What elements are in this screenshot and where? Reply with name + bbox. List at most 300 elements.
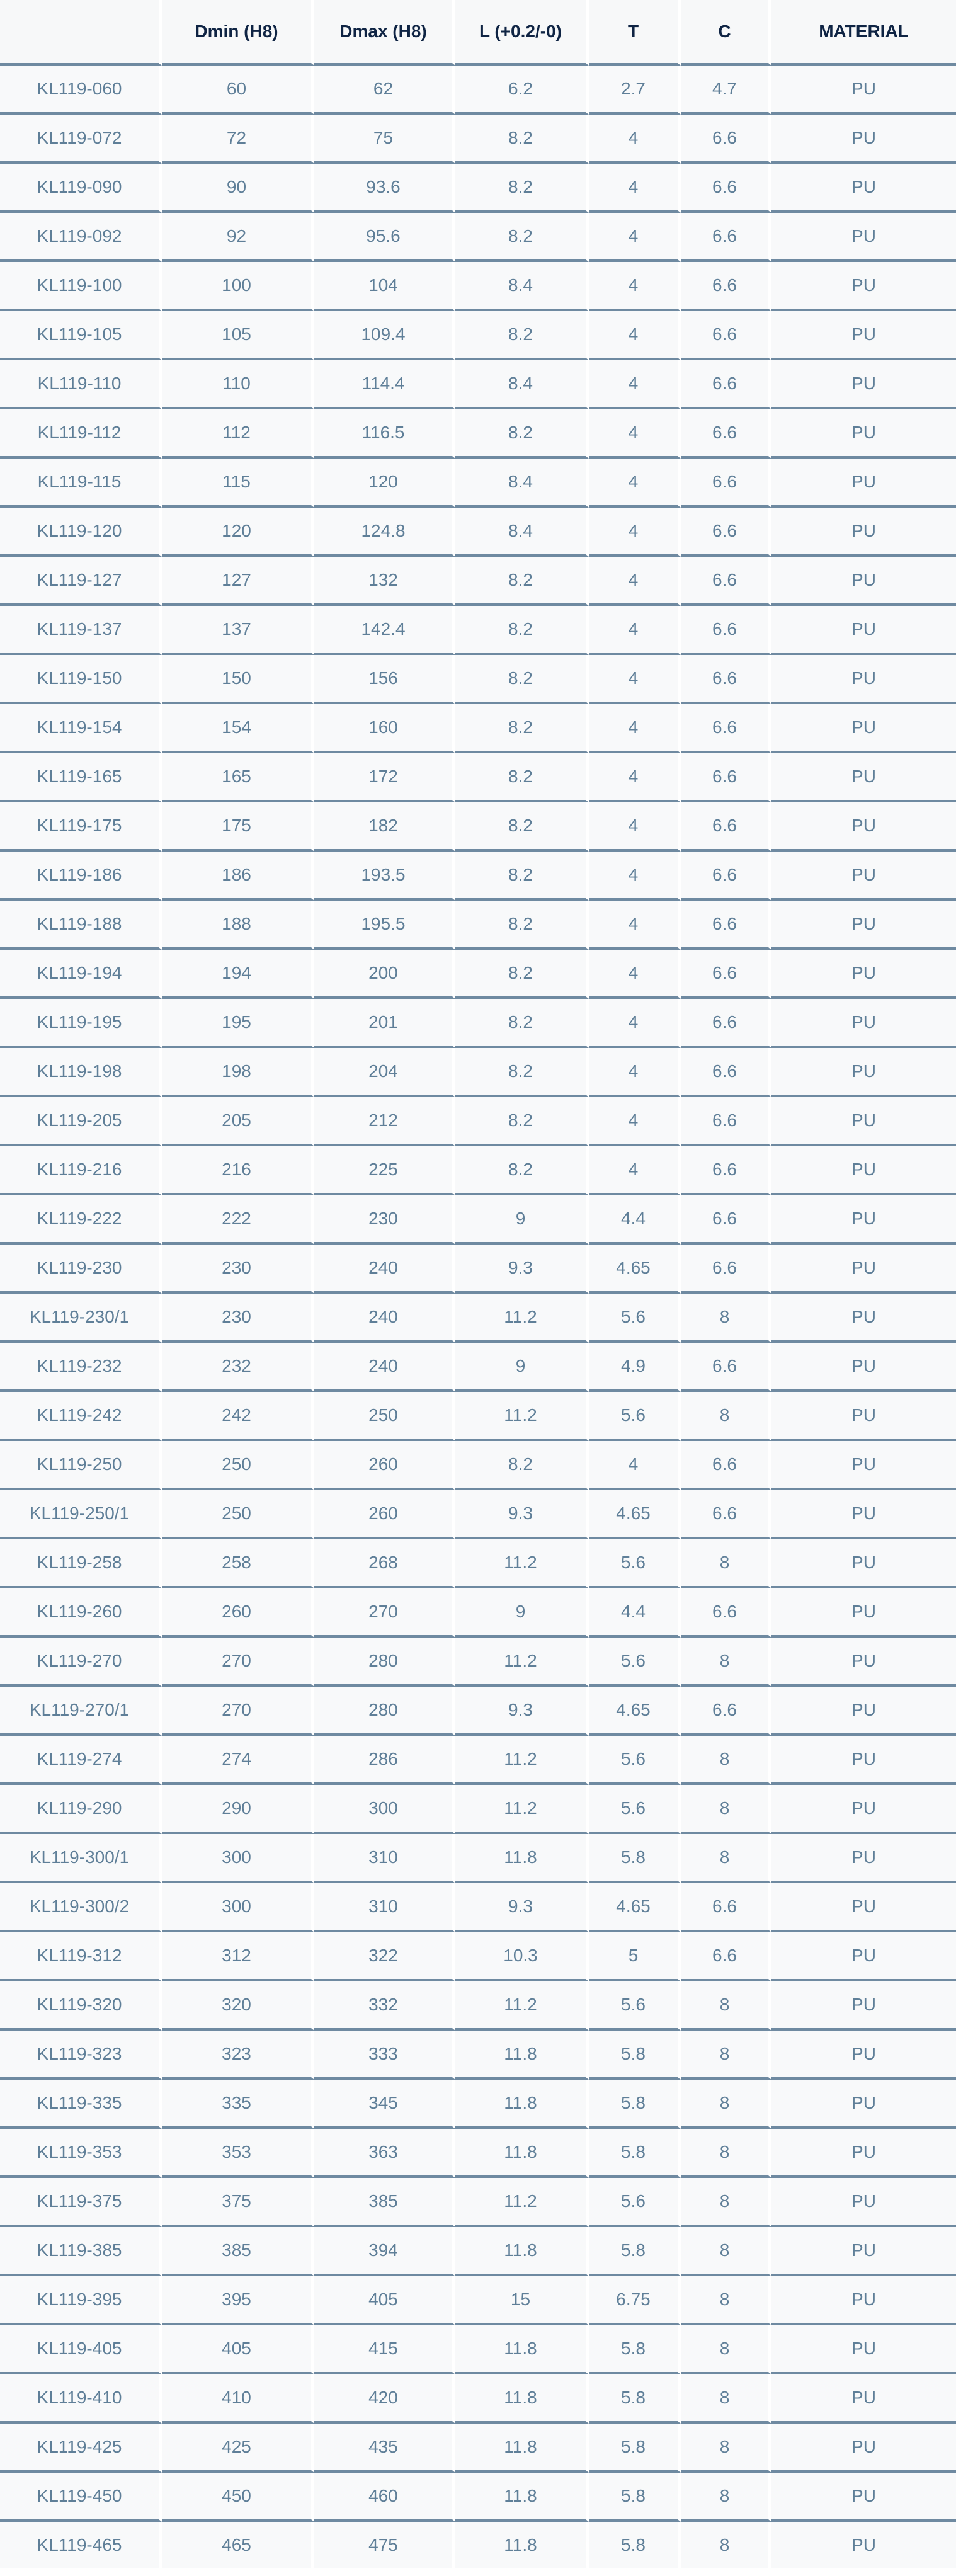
dmin-cell: 465: [162, 2522, 314, 2568]
part-number-cell: KL119-198: [0, 1048, 162, 1097]
c-cell: 8: [681, 2080, 771, 2129]
length-cell: 8.2: [455, 311, 589, 360]
t-cell: 4.65: [589, 1883, 681, 1932]
table-header: [0, 0, 956, 66]
dmin-cell: 260: [162, 1588, 314, 1638]
length-cell: 8.2: [455, 852, 589, 901]
dmin-cell: 100: [162, 262, 314, 311]
length-cell: 11.8: [455, 2227, 589, 2276]
part-number-cell: KL119-242: [0, 1392, 162, 1441]
dmin-cell: 230: [162, 1294, 314, 1343]
length-cell: 8.4: [455, 459, 589, 508]
dmin-cell: 105: [162, 311, 314, 360]
t-cell: 5.8: [589, 2227, 681, 2276]
length-cell: 9.3: [455, 1883, 589, 1932]
part-number-cell: KL119-450: [0, 2473, 162, 2522]
length-cell: 11.2: [455, 1981, 589, 2031]
material-cell: PU: [771, 2473, 956, 2522]
t-cell: 4: [589, 459, 681, 508]
dmin-cell: 274: [162, 1736, 314, 1785]
material-cell: PU: [771, 409, 956, 459]
material-cell: PU: [771, 66, 956, 115]
c-cell: 6.6: [681, 606, 771, 655]
dmax-cell: 415: [314, 2325, 455, 2374]
table-row: [0, 1687, 956, 1736]
material-cell: PU: [771, 2276, 956, 2325]
t-cell: 5.6: [589, 1294, 681, 1343]
length-cell: 8.2: [455, 213, 589, 262]
material-cell: PU: [771, 262, 956, 311]
t-cell: 5.6: [589, 2178, 681, 2227]
t-cell: 4: [589, 1441, 681, 1490]
t-cell: 5.8: [589, 2080, 681, 2129]
dmin-cell: 242: [162, 1392, 314, 1441]
c-cell: 6.6: [681, 557, 771, 606]
dmax-cell: 124.8: [314, 508, 455, 557]
dmin-cell: 335: [162, 2080, 314, 2129]
c-cell: 6.6: [681, 655, 771, 704]
t-cell: 2.7: [589, 66, 681, 115]
length-cell: 9.3: [455, 1245, 589, 1294]
table-row: [0, 1490, 956, 1539]
table-row: [0, 459, 956, 508]
table-row: [0, 2129, 956, 2178]
table-row: [0, 2424, 956, 2473]
dmax-cell: 93.6: [314, 164, 455, 213]
c-cell: 8: [681, 2178, 771, 2227]
dmax-cell: 286: [314, 1736, 455, 1785]
material-cell: PU: [771, 508, 956, 557]
part-number-cell: KL119-335: [0, 2080, 162, 2129]
c-cell: 8: [681, 1638, 771, 1687]
dmin-cell: 216: [162, 1146, 314, 1195]
length-cell: 11.8: [455, 2325, 589, 2374]
table-row: [0, 311, 956, 360]
material-cell: PU: [771, 115, 956, 164]
t-cell: 4: [589, 557, 681, 606]
part-number-cell: KL119-232: [0, 1343, 162, 1392]
table-row: [0, 2080, 956, 2129]
material-cell: PU: [771, 1981, 956, 2031]
c-cell: 8: [681, 2227, 771, 2276]
t-cell: 4: [589, 802, 681, 852]
material-cell: PU: [771, 2424, 956, 2473]
dmin-cell: 120: [162, 508, 314, 557]
length-cell: 8.2: [455, 1146, 589, 1195]
length-cell: 11.2: [455, 1736, 589, 1785]
table-row: [0, 360, 956, 409]
t-cell: 6.75: [589, 2276, 681, 2325]
c-cell: 6.6: [681, 1490, 771, 1539]
length-cell: 15: [455, 2276, 589, 2325]
dmin-cell: 270: [162, 1687, 314, 1736]
t-cell: 4: [589, 360, 681, 409]
material-cell: PU: [771, 753, 956, 802]
table-row: [0, 950, 956, 999]
dmin-cell: 198: [162, 1048, 314, 1097]
dmax-cell: 193.5: [314, 852, 455, 901]
dmax-cell: 394: [314, 2227, 455, 2276]
material-cell: PU: [771, 2178, 956, 2227]
t-cell: 4: [589, 1097, 681, 1146]
c-cell: 8: [681, 1539, 771, 1588]
table-row: [0, 2325, 956, 2374]
part-number-cell: KL119-175: [0, 802, 162, 852]
part-number-cell: KL119-385: [0, 2227, 162, 2276]
part-number-cell: KL119-222: [0, 1195, 162, 1245]
header-cell-length: L (+0.2/-0): [455, 0, 589, 66]
c-cell: 6.6: [681, 753, 771, 802]
c-cell: 8: [681, 2031, 771, 2080]
t-cell: 5.8: [589, 2129, 681, 2178]
part-number-cell: KL119-090: [0, 164, 162, 213]
t-cell: 5.8: [589, 2522, 681, 2568]
material-cell: PU: [771, 655, 956, 704]
header-cell-dmax: Dmax (H8): [314, 0, 455, 66]
t-cell: 4: [589, 704, 681, 753]
part-number-cell: KL119-320: [0, 1981, 162, 2031]
part-number-cell: KL119-137: [0, 606, 162, 655]
c-cell: 8: [681, 1834, 771, 1883]
c-cell: 8: [681, 2424, 771, 2473]
c-cell: 6.6: [681, 213, 771, 262]
length-cell: 11.8: [455, 1834, 589, 1883]
length-cell: 8.2: [455, 557, 589, 606]
table-row: [0, 1932, 956, 1981]
table-row: [0, 66, 956, 115]
length-cell: 9: [455, 1195, 589, 1245]
t-cell: 5.6: [589, 1539, 681, 1588]
part-number-cell: KL119-110: [0, 360, 162, 409]
dmax-cell: 225: [314, 1146, 455, 1195]
dmin-cell: 312: [162, 1932, 314, 1981]
c-cell: 8: [681, 1785, 771, 1834]
t-cell: 4.65: [589, 1245, 681, 1294]
table-row: [0, 1834, 956, 1883]
t-cell: 5.8: [589, 2031, 681, 2080]
part-number-cell: KL119-120: [0, 508, 162, 557]
t-cell: 5.6: [589, 1736, 681, 1785]
dmin-cell: 188: [162, 901, 314, 950]
part-number-cell: KL119-154: [0, 704, 162, 753]
t-cell: 4: [589, 753, 681, 802]
table-row: [0, 901, 956, 950]
length-cell: 10.3: [455, 1932, 589, 1981]
part-number-cell: KL119-260: [0, 1588, 162, 1638]
table-row: [0, 2374, 956, 2424]
part-number-cell: KL119-072: [0, 115, 162, 164]
header-cell-part-number: [0, 0, 162, 66]
length-cell: 8.2: [455, 1048, 589, 1097]
c-cell: 6.6: [681, 409, 771, 459]
part-number-cell: KL119-250: [0, 1441, 162, 1490]
table-row: [0, 802, 956, 852]
length-cell: 9: [455, 1588, 589, 1638]
c-cell: 6.6: [681, 1343, 771, 1392]
dmax-cell: 405: [314, 2276, 455, 2325]
dmin-cell: 290: [162, 1785, 314, 1834]
material-cell: PU: [771, 1097, 956, 1146]
part-number-cell: KL119-274: [0, 1736, 162, 1785]
table-row: [0, 1392, 956, 1441]
c-cell: 6.6: [681, 164, 771, 213]
length-cell: 8.2: [455, 115, 589, 164]
table-row: [0, 1195, 956, 1245]
table-row: [0, 1638, 956, 1687]
dmax-cell: 475: [314, 2522, 455, 2568]
length-cell: 8.2: [455, 802, 589, 852]
table-row: [0, 2227, 956, 2276]
material-cell: PU: [771, 164, 956, 213]
t-cell: 5.8: [589, 2325, 681, 2374]
material-cell: PU: [771, 1146, 956, 1195]
material-cell: PU: [771, 1294, 956, 1343]
c-cell: 8: [681, 2129, 771, 2178]
dmax-cell: 160: [314, 704, 455, 753]
dmin-cell: 375: [162, 2178, 314, 2227]
part-number-cell: KL119-195: [0, 999, 162, 1048]
c-cell: 8: [681, 2473, 771, 2522]
table-row: [0, 1097, 956, 1146]
dmax-cell: 109.4: [314, 311, 455, 360]
length-cell: 8.2: [455, 655, 589, 704]
dmax-cell: 116.5: [314, 409, 455, 459]
length-cell: 11.8: [455, 2473, 589, 2522]
length-cell: 11.2: [455, 1785, 589, 1834]
t-cell: 5.8: [589, 2473, 681, 2522]
dmin-cell: 175: [162, 802, 314, 852]
part-number-cell: KL119-165: [0, 753, 162, 802]
material-cell: PU: [771, 1785, 956, 1834]
dmax-cell: 270: [314, 1588, 455, 1638]
part-number-cell: KL119-290: [0, 1785, 162, 1834]
table-body: [0, 66, 956, 2568]
part-number-cell: KL119-194: [0, 950, 162, 999]
part-number-cell: KL119-312: [0, 1932, 162, 1981]
dmin-cell: 205: [162, 1097, 314, 1146]
dmax-cell: 142.4: [314, 606, 455, 655]
c-cell: 6.6: [681, 115, 771, 164]
material-cell: PU: [771, 2522, 956, 2568]
part-number-cell: KL119-410: [0, 2374, 162, 2424]
length-cell: 11.8: [455, 2522, 589, 2568]
part-number-cell: KL119-300/2: [0, 1883, 162, 1932]
table-row: [0, 2473, 956, 2522]
c-cell: 6.6: [681, 1883, 771, 1932]
c-cell: 8: [681, 2325, 771, 2374]
table-row: [0, 2522, 956, 2568]
material-cell: PU: [771, 1834, 956, 1883]
c-cell: 6.6: [681, 1687, 771, 1736]
table-row: [0, 262, 956, 311]
length-cell: 8.4: [455, 360, 589, 409]
dmax-cell: 104: [314, 262, 455, 311]
dmin-cell: 270: [162, 1638, 314, 1687]
dmin-cell: 90: [162, 164, 314, 213]
table-row: [0, 2031, 956, 2080]
table-row: [0, 1736, 956, 1785]
part-number-cell: KL119-375: [0, 2178, 162, 2227]
dmax-cell: 420: [314, 2374, 455, 2424]
part-number-cell: KL119-425: [0, 2424, 162, 2473]
part-number-cell: KL119-300/1: [0, 1834, 162, 1883]
table-row: [0, 2276, 956, 2325]
dmax-cell: 268: [314, 1539, 455, 1588]
material-cell: PU: [771, 802, 956, 852]
dmax-cell: 240: [314, 1245, 455, 1294]
dmax-cell: 310: [314, 1883, 455, 1932]
part-number-cell: KL119-465: [0, 2522, 162, 2568]
dmax-cell: 435: [314, 2424, 455, 2473]
part-number-cell: KL119-230: [0, 1245, 162, 1294]
t-cell: 4: [589, 213, 681, 262]
header-row: [0, 0, 956, 66]
t-cell: 4.9: [589, 1343, 681, 1392]
part-number-cell: KL119-270: [0, 1638, 162, 1687]
c-cell: 6.6: [681, 1097, 771, 1146]
t-cell: 4: [589, 508, 681, 557]
dmin-cell: 300: [162, 1834, 314, 1883]
dmax-cell: 114.4: [314, 360, 455, 409]
dmin-cell: 112: [162, 409, 314, 459]
length-cell: 11.8: [455, 2080, 589, 2129]
dmax-cell: 345: [314, 2080, 455, 2129]
dmin-cell: 320: [162, 1981, 314, 2031]
header-cell-t: T: [589, 0, 681, 66]
length-cell: 8.2: [455, 1441, 589, 1490]
header-cell-c: C: [681, 0, 771, 66]
material-cell: PU: [771, 459, 956, 508]
c-cell: 8: [681, 1392, 771, 1441]
t-cell: 5.6: [589, 1392, 681, 1441]
material-cell: PU: [771, 901, 956, 950]
c-cell: 4.7: [681, 66, 771, 115]
t-cell: 5.6: [589, 1981, 681, 2031]
dmax-cell: 182: [314, 802, 455, 852]
dmax-cell: 172: [314, 753, 455, 802]
material-cell: PU: [771, 2129, 956, 2178]
c-cell: 8: [681, 1981, 771, 2031]
t-cell: 4: [589, 999, 681, 1048]
dmax-cell: 280: [314, 1638, 455, 1687]
length-cell: 6.2: [455, 66, 589, 115]
dmax-cell: 120: [314, 459, 455, 508]
dmin-cell: 92: [162, 213, 314, 262]
dmin-cell: 230: [162, 1245, 314, 1294]
length-cell: 9.3: [455, 1687, 589, 1736]
length-cell: 11.8: [455, 2374, 589, 2424]
dmax-cell: 333: [314, 2031, 455, 2080]
length-cell: 11.2: [455, 1638, 589, 1687]
c-cell: 6.6: [681, 1146, 771, 1195]
dmin-cell: 232: [162, 1343, 314, 1392]
table-row: [0, 213, 956, 262]
dmin-cell: 250: [162, 1441, 314, 1490]
table-row: [0, 2178, 956, 2227]
material-cell: PU: [771, 1195, 956, 1245]
dmin-cell: 410: [162, 2374, 314, 2424]
part-number-cell: KL119-250/1: [0, 1490, 162, 1539]
t-cell: 4: [589, 1048, 681, 1097]
t-cell: 4.65: [589, 1687, 681, 1736]
c-cell: 8: [681, 2276, 771, 2325]
part-number-cell: KL119-395: [0, 2276, 162, 2325]
dmax-cell: 230: [314, 1195, 455, 1245]
length-cell: 8.2: [455, 950, 589, 999]
dmax-cell: 95.6: [314, 213, 455, 262]
part-number-cell: KL119-323: [0, 2031, 162, 2080]
dmax-cell: 201: [314, 999, 455, 1048]
dmax-cell: 322: [314, 1932, 455, 1981]
dmax-cell: 310: [314, 1834, 455, 1883]
table-row: [0, 508, 956, 557]
table-row: [0, 1343, 956, 1392]
t-cell: 4: [589, 606, 681, 655]
part-number-cell: KL119-115: [0, 459, 162, 508]
dmax-cell: 75: [314, 115, 455, 164]
part-number-cell: KL119-060: [0, 66, 162, 115]
dmin-cell: 250: [162, 1490, 314, 1539]
t-cell: 4: [589, 950, 681, 999]
dmin-cell: 353: [162, 2129, 314, 2178]
c-cell: 8: [681, 1294, 771, 1343]
material-cell: PU: [771, 2325, 956, 2374]
material-cell: PU: [771, 852, 956, 901]
material-cell: PU: [771, 999, 956, 1048]
material-cell: PU: [771, 1490, 956, 1539]
c-cell: 6.6: [681, 999, 771, 1048]
length-cell: 11.8: [455, 2031, 589, 2080]
c-cell: 6.6: [681, 311, 771, 360]
dmin-cell: 127: [162, 557, 314, 606]
dmin-cell: 186: [162, 852, 314, 901]
t-cell: 4: [589, 164, 681, 213]
length-cell: 8.2: [455, 409, 589, 459]
t-cell: 5.8: [589, 2424, 681, 2473]
length-cell: 8.2: [455, 1097, 589, 1146]
dmin-cell: 137: [162, 606, 314, 655]
c-cell: 6.6: [681, 360, 771, 409]
part-number-cell: KL119-186: [0, 852, 162, 901]
material-cell: PU: [771, 2227, 956, 2276]
table-row: [0, 1294, 956, 1343]
t-cell: 4: [589, 655, 681, 704]
dmax-cell: 200: [314, 950, 455, 999]
length-cell: 9: [455, 1343, 589, 1392]
dmax-cell: 195.5: [314, 901, 455, 950]
table-row: [0, 753, 956, 802]
length-cell: 8.4: [455, 508, 589, 557]
dmax-cell: 240: [314, 1343, 455, 1392]
length-cell: 8.2: [455, 753, 589, 802]
t-cell: 4.4: [589, 1195, 681, 1245]
t-cell: 4: [589, 901, 681, 950]
dmin-cell: 60: [162, 66, 314, 115]
t-cell: 5.8: [589, 2374, 681, 2424]
dmax-cell: 62: [314, 66, 455, 115]
t-cell: 5.6: [589, 1785, 681, 1834]
dmin-cell: 323: [162, 2031, 314, 2080]
t-cell: 4: [589, 311, 681, 360]
part-number-cell: KL119-100: [0, 262, 162, 311]
dmin-cell: 150: [162, 655, 314, 704]
part-number-cell: KL119-188: [0, 901, 162, 950]
material-cell: PU: [771, 704, 956, 753]
dmax-cell: 204: [314, 1048, 455, 1097]
part-number-cell: KL119-092: [0, 213, 162, 262]
t-cell: 4: [589, 852, 681, 901]
t-cell: 4: [589, 409, 681, 459]
